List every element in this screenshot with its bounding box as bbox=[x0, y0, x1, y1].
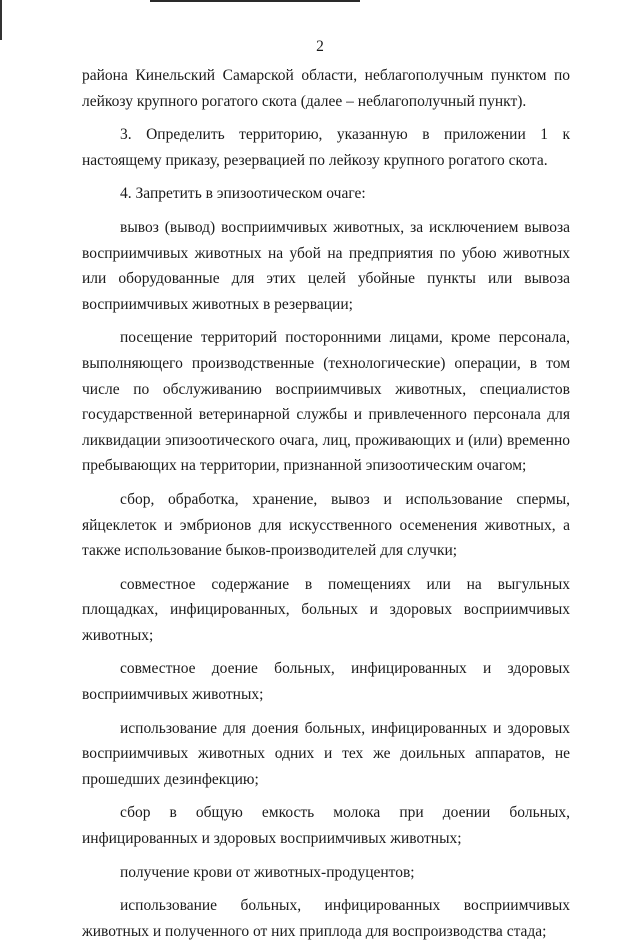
scan-edge-left bbox=[0, 0, 2, 40]
prohibition-blood-collection: получение крови от животных-продуцентов; bbox=[120, 863, 415, 881]
prohibition-sperm-collection: сбор, обработка, хранение, вывоз и использование спермы, яйцеклеток и эмбрионов для искусственного осеменения животных, а также использование быков-производителей для случки; bbox=[82, 490, 570, 560]
prohibition-reproduction-use: использование больных, инфицированных восприимчивых животных и полученного от них приплода для воспроизводства стада; bbox=[82, 897, 570, 940]
prohibition-milk-collection: сбор в общую емкость молока при доении больных, инфицированных и здоровых восприимчивых животных; bbox=[82, 804, 570, 848]
prohibition-milking-devices: использование для доения больных, инфицированных и здоровых восприимчивых животных одних и тех же доильных аппаратов, не прошедших дезинфекцию; bbox=[82, 719, 570, 788]
prohibition-visiting: посещение территорий посторонними лицами, кроме персонала, выполняющего производственные (технологические) операции, в том числе по обслуживанию восприимчивых животных, специалистов государственной ветеринарной службы и привлеченного персонала для ликвидации эпизоотического очага, лиц, проживающих и (или) временно пребывающих на территории, признанной эпизоотическим очагом; bbox=[82, 329, 570, 475]
prohibition-joint-milking: совместное доение больных, инфицированных и здоровых восприимчивых животных; bbox=[82, 660, 570, 704]
scan-edge-top bbox=[150, 0, 360, 2]
prohibition-export-animals: вывоз (вывод) восприимчивых животных, за исключением вывоза восприимчивых животных на убой на предприятия по убою животных или оборудованные для этих целей убойные пункты или вывоза восприимчивых животных в резервации; bbox=[82, 218, 570, 313]
paragraph-item-3: 3. Определить территорию, указанную в приложении 1 к настоящему приказу, резервацией по лейкозу крупного рогатого скота. bbox=[82, 126, 570, 169]
document-body bbox=[82, 63, 570, 944]
paragraph-continuation: района Кинельский Самарской области, неблагополучным пунктом по лейкозу крупного рогатого скота (далее – неблагополучный пункт). bbox=[82, 67, 570, 110]
page-number: 2 bbox=[316, 38, 324, 55]
prohibition-joint-keeping: совместное содержание в помещениях или на выгульных площадках, инфицированных, больных и здоровых восприимчивых животных; bbox=[82, 575, 570, 644]
paragraph-item-4: 4. Запретить в эпизоотическом очаге: bbox=[120, 185, 366, 203]
